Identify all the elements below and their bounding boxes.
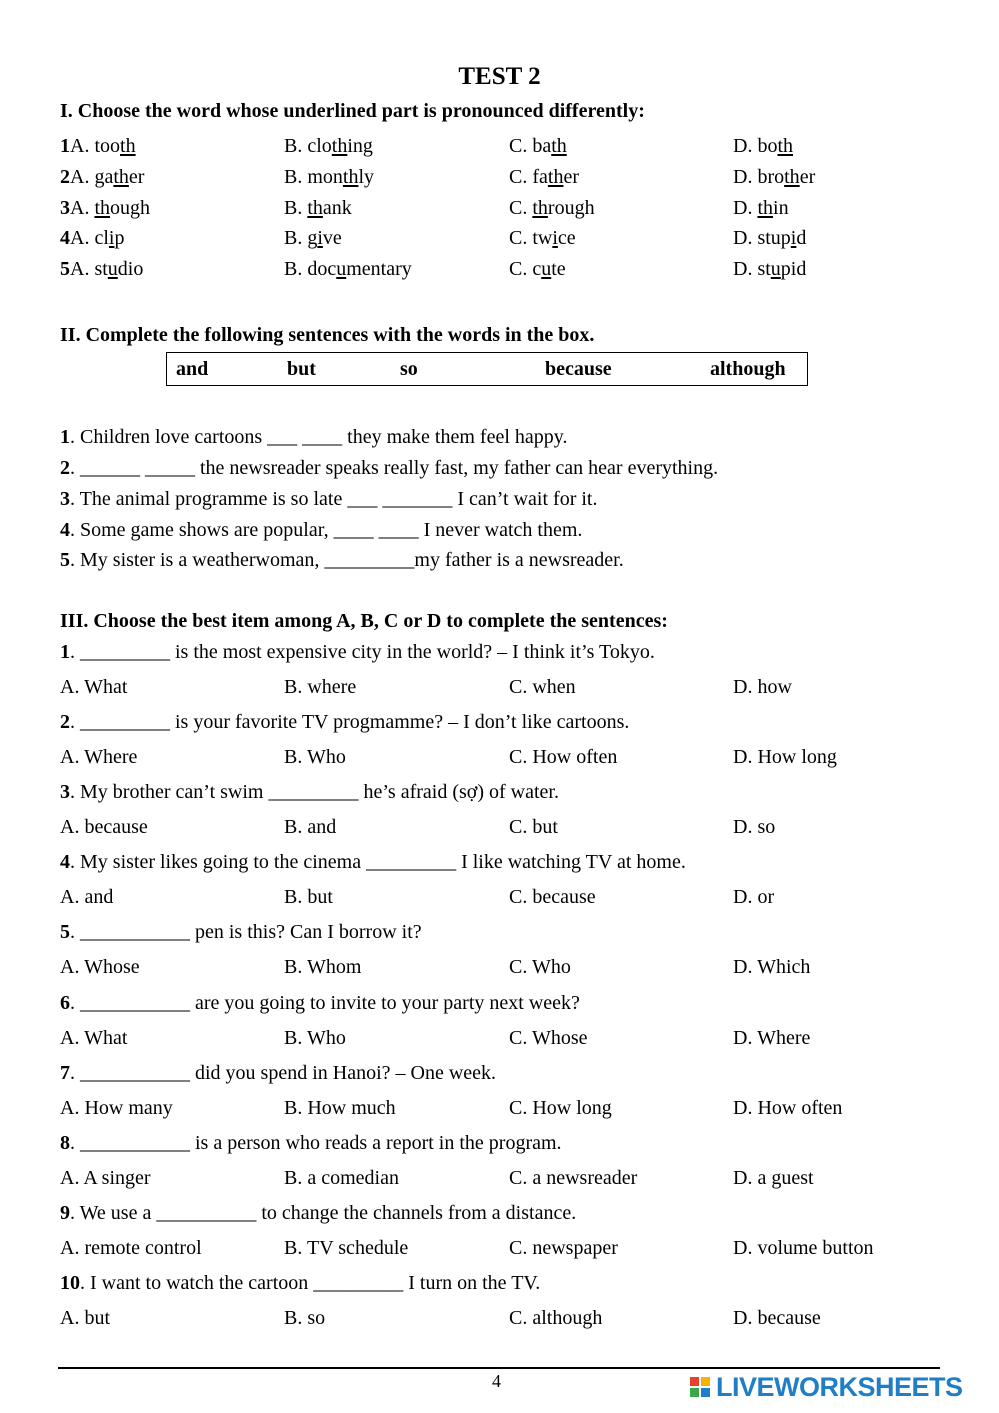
question: [60, 991, 580, 1015]
option-label: B.: [284, 258, 308, 280]
logo-text: LIVEWORKSHEETS: [716, 1372, 963, 1402]
underlined-part: th: [94, 197, 111, 219]
pronunciation-option: [733, 257, 806, 281]
question-number: 2: [60, 166, 70, 188]
answer-option[interactable]: D. volume button: [733, 1237, 874, 1259]
underlined-part: th: [113, 166, 129, 188]
question-number: 9: [60, 1202, 70, 1224]
question-number: 1: [60, 641, 70, 663]
answer-option[interactable]: A. A singer: [60, 1167, 151, 1189]
word-box-item: but: [287, 358, 316, 380]
sentence: [60, 518, 582, 542]
underlined-part: i: [790, 227, 797, 249]
option-label: A.: [70, 227, 95, 249]
option-label: C.: [509, 258, 533, 280]
question-number: 1: [60, 135, 70, 157]
word-part: ough: [110, 197, 151, 219]
question-number: 4: [60, 227, 70, 249]
answer-option[interactable]: B. where: [284, 676, 357, 698]
sentence-text: . The animal programme is so late ___ _______ I can’t wait for it.: [70, 488, 598, 510]
answer-option[interactable]: B. Who: [284, 1027, 346, 1049]
word-box-item: although: [710, 358, 786, 380]
word-part: mentary: [346, 258, 412, 280]
pronunciation-option: [60, 257, 143, 281]
word-part: te: [551, 258, 566, 280]
word-part: p: [114, 227, 125, 249]
sentence: [60, 487, 597, 511]
pronunciation-option: [60, 196, 150, 220]
word-box-item: and: [176, 358, 209, 380]
option-label: D.: [733, 135, 758, 157]
question-number: 5: [60, 921, 70, 943]
word-part: pid: [780, 258, 807, 280]
question: [60, 710, 629, 734]
answer-option[interactable]: C. although: [509, 1307, 603, 1329]
word-part: ce: [557, 227, 576, 249]
question-number: 1: [60, 426, 70, 448]
word-part: rough: [547, 197, 595, 219]
underlined-part: th: [551, 135, 567, 157]
word-part: ba: [532, 135, 552, 157]
word-box-item: because: [545, 358, 612, 380]
pronunciation-option: [733, 196, 789, 220]
word-part: in: [773, 197, 789, 219]
option-label: B.: [284, 166, 308, 188]
option-label: B.: [284, 135, 308, 157]
answer-option[interactable]: B. TV schedule: [284, 1237, 409, 1259]
answer-option[interactable]: A. What: [60, 676, 128, 698]
underlined-part: i: [552, 227, 558, 249]
underlined-part: u: [107, 258, 118, 280]
question-text: . We use a __________ to change the channels from a distance.: [70, 1202, 577, 1224]
underlined-part: u: [770, 258, 781, 280]
word-part: dio: [117, 258, 144, 280]
pronunciation-option: [509, 257, 566, 281]
answer-option[interactable]: A. remote control: [60, 1237, 202, 1259]
word-box: [166, 352, 808, 386]
word-part: st: [757, 258, 771, 280]
pronunciation-option: [60, 226, 124, 250]
question-number: 3: [60, 488, 70, 510]
answer-option[interactable]: D. How often: [733, 1097, 843, 1119]
sentence-text: . ______ _____ the newsreader speaks really fast, my father can hear everything.: [70, 457, 719, 479]
word-part: c: [532, 258, 542, 280]
answer-option[interactable]: B. How much: [284, 1097, 396, 1119]
word-part: bo: [757, 135, 778, 157]
option-label: A.: [70, 135, 95, 157]
word-part: ga: [94, 166, 114, 188]
word-part: tw: [532, 227, 553, 249]
underlined-part: th: [120, 135, 136, 157]
question-text: . ___________ pen is this? Can I borrow it?: [70, 921, 422, 943]
answer-option[interactable]: D. Which: [733, 956, 811, 978]
question-text: . My sister likes going to the cinema _________ I like watching TV at home.: [70, 851, 686, 873]
question-text: . ___________ are you going to invite to your party next week?: [70, 992, 580, 1014]
underlined-part: th: [342, 166, 359, 188]
answer-option[interactable]: A. and: [60, 886, 114, 908]
word-part: er: [128, 166, 145, 188]
underlined-part: u: [541, 258, 552, 280]
answer-option[interactable]: D. or: [733, 886, 775, 908]
underlined-part: th: [331, 135, 348, 157]
answer-option[interactable]: A. because: [60, 816, 148, 838]
option-label: C.: [509, 166, 533, 188]
answer-option[interactable]: B. and: [284, 816, 337, 838]
question-text: . ___________ did you spend in Hanoi? – One week.: [70, 1062, 497, 1084]
answer-option[interactable]: C. newspaper: [509, 1237, 618, 1259]
answer-option[interactable]: A. but: [60, 1307, 110, 1329]
answer-option[interactable]: D. because: [733, 1307, 821, 1329]
underlined-part: th: [307, 197, 323, 219]
answer-option[interactable]: C. Who: [509, 956, 571, 978]
pronunciation-option: [733, 165, 815, 189]
question-number: 5: [60, 549, 70, 571]
word-part: stup: [757, 227, 791, 249]
word-part: cl: [94, 227, 109, 249]
sentence: [60, 548, 624, 572]
word-part: ve: [322, 227, 342, 249]
answer-option[interactable]: C. because: [509, 886, 596, 908]
underlined-part: i: [317, 227, 323, 249]
question-text: . _________ is the most expensive city in the world? – I think it’s Tokyo.: [70, 641, 655, 663]
answer-option[interactable]: B. so: [284, 1307, 326, 1329]
answer-option[interactable]: C. but: [509, 816, 558, 838]
word-part: too: [94, 135, 121, 157]
option-label: D.: [733, 227, 758, 249]
question-number: 8: [60, 1132, 70, 1154]
question-number: 2: [60, 711, 70, 733]
liveworksheets-logo-icon: [690, 1377, 712, 1399]
question-number: 10: [60, 1272, 80, 1294]
word-part: d: [796, 227, 807, 249]
question-number: 5: [60, 258, 70, 280]
answer-option[interactable]: D. Where: [733, 1027, 811, 1049]
word-part: doc: [307, 258, 337, 280]
word-part: clo: [307, 135, 332, 157]
question-number: 2: [60, 457, 70, 479]
word-part: ing: [347, 135, 373, 157]
answer-option[interactable]: C. a newsreader: [509, 1167, 638, 1189]
option-label: B.: [284, 197, 308, 219]
word-part: fa: [532, 166, 548, 188]
footer-divider: [58, 1367, 940, 1369]
answer-option[interactable]: B. but: [284, 886, 333, 908]
word-part: er: [563, 166, 579, 188]
pronunciation-option: [284, 165, 374, 189]
underlined-part: th: [547, 166, 564, 188]
underlined-part: th: [757, 197, 774, 219]
question: [60, 1201, 576, 1225]
option-label: D.: [733, 166, 758, 188]
section3-heading: III. Choose the best item among A, B, C or D to complete the sentences:: [60, 610, 668, 632]
pronunciation-option: [284, 134, 373, 158]
option-label: A.: [70, 258, 95, 280]
pronunciation-option: [509, 165, 579, 189]
answer-option[interactable]: C. How long: [509, 1097, 612, 1119]
underlined-part: th: [777, 135, 794, 157]
word-part: mon: [307, 166, 343, 188]
word-part: ank: [322, 197, 352, 219]
word-part: ly: [358, 166, 375, 188]
answer-option[interactable]: C. Whose: [509, 1027, 588, 1049]
question: [60, 920, 422, 944]
question-text: . ___________ is a person who reads a report in the program.: [70, 1132, 562, 1154]
page-title: TEST 2: [458, 63, 541, 90]
sentence-text: . My sister is a weatherwoman, _________my father is a newsreader.: [70, 549, 624, 571]
option-label: B.: [284, 227, 308, 249]
question-number: 4: [60, 851, 70, 873]
answer-option[interactable]: A. Where: [60, 746, 138, 768]
word-part: g: [307, 227, 318, 249]
sentence: [60, 456, 718, 480]
question: [60, 780, 559, 804]
question-number: 3: [60, 781, 70, 803]
question: [60, 1061, 496, 1085]
pronunciation-option: [60, 165, 144, 189]
sentence-text: . Some game shows are popular, ____ ____ I never watch them.: [70, 519, 583, 541]
word-part: bro: [757, 166, 785, 188]
pronunciation-option: [509, 134, 567, 158]
answer-option[interactable]: D. how: [733, 676, 792, 698]
pronunciation-option: [284, 257, 412, 281]
option-label: A.: [70, 197, 95, 219]
option-label: C.: [509, 197, 533, 219]
answer-option[interactable]: A. Whose: [60, 956, 140, 978]
question-number: 6: [60, 992, 70, 1014]
pronunciation-option: [733, 134, 793, 158]
answer-option[interactable]: B. Whom: [284, 956, 362, 978]
answer-option[interactable]: D. How long: [733, 746, 837, 768]
pronunciation-option: [284, 196, 352, 220]
question-text: . I want to watch the cartoon _________ I turn on the TV.: [80, 1272, 541, 1294]
answer-option[interactable]: D. so: [733, 816, 776, 838]
page-number: 4: [492, 1371, 501, 1391]
question-number: 7: [60, 1062, 70, 1084]
word-box-item: so: [400, 358, 418, 380]
sentence-text: . Children love cartoons ___ ____ they make them feel happy.: [70, 426, 568, 448]
question-number: 3: [60, 197, 70, 219]
question-text: . My brother can’t swim _________ he’s afraid (sợ) of water.: [70, 781, 559, 803]
option-label: A.: [70, 166, 95, 188]
sentence: [60, 425, 567, 449]
word-part: er: [799, 166, 816, 188]
word-part: st: [94, 258, 108, 280]
option-label: C.: [509, 135, 533, 157]
pronunciation-option: [509, 196, 595, 220]
question-text: . _________ is your favorite TV progmamme? – I don’t like cartoons.: [70, 711, 630, 733]
pronunciation-option: [733, 226, 806, 250]
pronunciation-option: [284, 226, 342, 250]
answer-option[interactable]: B. a comedian: [284, 1167, 399, 1189]
option-label: C.: [509, 227, 533, 249]
answer-option[interactable]: A. How many: [60, 1097, 173, 1119]
liveworksheets-logo[interactable]: [690, 1372, 963, 1403]
section1-heading: I. Choose the word whose underlined part is pronounced differently:: [60, 100, 645, 122]
question: [60, 1131, 562, 1155]
answer-option[interactable]: B. Who: [284, 746, 346, 768]
underlined-part: th: [784, 166, 800, 188]
answer-option[interactable]: D. a guest: [733, 1167, 814, 1189]
question-number: 4: [60, 519, 70, 541]
question: [60, 850, 686, 874]
option-label: D.: [733, 197, 758, 219]
option-label: D.: [733, 258, 758, 280]
answer-option[interactable]: A. What: [60, 1027, 128, 1049]
underlined-part: th: [532, 197, 548, 219]
underlined-part: i: [108, 227, 115, 249]
pronunciation-option: [60, 134, 136, 158]
question: [60, 640, 655, 664]
section2-heading: II. Complete the following sentences with the words in the box.: [60, 324, 595, 346]
pronunciation-option: [509, 226, 576, 250]
answer-option[interactable]: C. when: [509, 676, 576, 698]
answer-option[interactable]: C. How often: [509, 746, 618, 768]
question: [60, 1271, 540, 1295]
underlined-part: u: [336, 258, 347, 280]
